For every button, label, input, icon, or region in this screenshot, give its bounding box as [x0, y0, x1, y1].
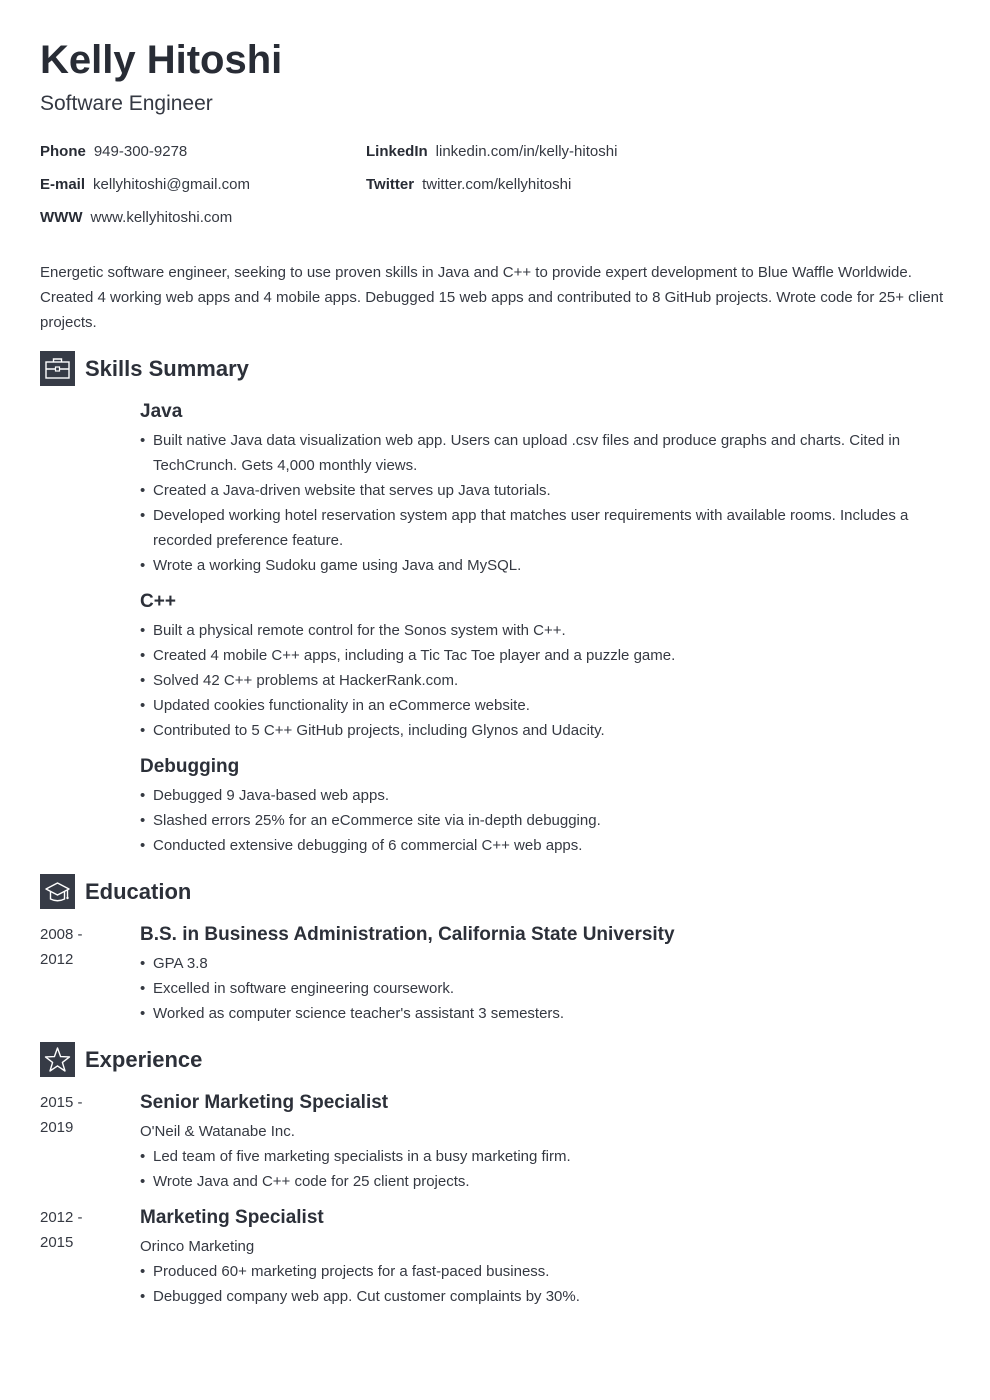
contact-www [40, 208, 232, 228]
list-item: • Debugged 9 Java-based web apps. [140, 783, 950, 808]
star-icon [40, 1042, 75, 1077]
skill-group-title: Debugging [140, 756, 240, 777]
degree-title: B.S. in Business Administration, California State University [140, 924, 675, 945]
experience-date-start: 2015 - [40, 1094, 83, 1111]
skill-bullet-list [140, 428, 950, 578]
company-name: Orinco Marketing [140, 1238, 255, 1255]
skills-section-title: Skills Summary [85, 356, 249, 381]
contact-email-label: E-mail [40, 176, 86, 193]
list-item: • Developed working hotel reservation system app that matches user requirements with available rooms. Includes a recorded preference feature. [140, 503, 950, 553]
list-item: • Conducted extensive debugging of 6 commercial C++ web apps. [140, 833, 950, 858]
candidate-name: Kelly Hitoshi [40, 38, 283, 82]
list-item: • Created 4 mobile C++ apps, including a Tic Tac Toe player and a puzzle game. [140, 643, 950, 668]
list-item: • Updated cookies functionality in an eCommerce website. [140, 693, 950, 718]
list-item: • Built native Java data visualization web app. Users can upload .csv files and produce graphs and charts. Cited in TechCrunch. Gets 4,000 monthly views. [140, 428, 950, 478]
experience-date-end: 2019 [40, 1119, 74, 1136]
skill-bullet-list [140, 618, 950, 743]
contact-email [40, 175, 250, 195]
experience-entry [140, 1091, 950, 1194]
contact-phone-value: 949-300-9278 [93, 143, 188, 160]
job-position-title: Senior Marketing Specialist [140, 1092, 389, 1113]
list-item: • Slashed errors 25% for an eCommerce site via in-depth debugging. [140, 808, 950, 833]
job-title: Software Engineer [40, 92, 213, 115]
contact-linkedin-value: linkedin.com/in/kelly-hitoshi [435, 143, 618, 160]
skill-group-java [140, 400, 950, 578]
skill-group-debugging [140, 755, 950, 858]
education-entry [140, 923, 950, 1026]
education-bullet-list [140, 951, 950, 1026]
list-item: • Solved 42 C++ problems at HackerRank.com. [140, 668, 950, 693]
list-item: • Wrote Java and C++ code for 25 client projects. [140, 1169, 950, 1194]
list-item: • Excelled in software engineering coursework. [140, 976, 950, 1001]
experience-date-start: 2012 - [40, 1209, 83, 1226]
experience-section-title: Experience [85, 1047, 203, 1072]
experience-date-end: 2015 [40, 1234, 74, 1251]
contact-phone-label: Phone [40, 143, 86, 160]
list-item: • Debugged company web app. Cut customer complaints by 30%. [140, 1284, 950, 1309]
contact-twitter [366, 175, 571, 195]
list-item: • Led team of five marketing specialists in a busy marketing firm. [140, 1144, 950, 1169]
briefcase-icon [40, 351, 75, 386]
skills-section-header [40, 351, 950, 386]
job-position-title: Marketing Specialist [140, 1207, 324, 1228]
skill-group-title: C++ [140, 591, 176, 612]
skill-group-cpp [140, 590, 950, 743]
education-date-end: 2012 [40, 951, 74, 968]
skill-group-title: Java [140, 401, 183, 422]
list-item: • Produced 60+ marketing projects for a fast-paced business. [140, 1259, 950, 1284]
contact-email-value: kellyhitoshi@gmail.com [93, 176, 250, 193]
list-item: • Wrote a working Sudoku game using Java and MySQL. [140, 553, 950, 578]
contact-linkedin-label: LinkedIn [366, 143, 428, 160]
list-item: • Contributed to 5 C++ GitHub projects, including Glynos and Udacity. [140, 718, 950, 743]
list-item: • GPA 3.8 [140, 951, 950, 976]
graduation-cap-icon [40, 874, 75, 909]
company-name: O'Neil & Watanabe Inc. [140, 1123, 295, 1140]
education-date-start: 2008 - [40, 926, 83, 943]
contact-linkedin [366, 142, 617, 162]
education-section-title: Education [85, 879, 192, 904]
contact-twitter-value: twitter.com/kellyhitoshi [422, 176, 572, 193]
skill-bullet-list [140, 783, 950, 858]
list-item: • Created a Java-driven website that serves up Java tutorials. [140, 478, 950, 503]
contact-twitter-label: Twitter [366, 176, 415, 193]
contact-www-value: www.kellyhitoshi.com [90, 209, 233, 226]
education-section-header [40, 874, 950, 909]
list-item: • Worked as computer science teacher's assistant 3 semesters. [140, 1001, 950, 1026]
contact-www-label: WWW [40, 209, 83, 226]
profile-summary: Energetic software engineer, seeking to use proven skills in Java and C++ to provide expert development to Blue Waffle Worldwide. Created 4 working web apps and 4 mobile apps. Debugged 15 web apps and contributed to 8 GitHub projects. Wrote code for 25+ client projects. [40, 264, 944, 331]
experience-section-header [40, 1042, 950, 1077]
experience-entry [140, 1206, 950, 1309]
list-item: • Built a physical remote control for the Sonos system with C++. [140, 618, 950, 643]
experience-bullet-list [140, 1259, 950, 1309]
experience-bullet-list [140, 1144, 950, 1194]
contact-phone [40, 142, 187, 162]
